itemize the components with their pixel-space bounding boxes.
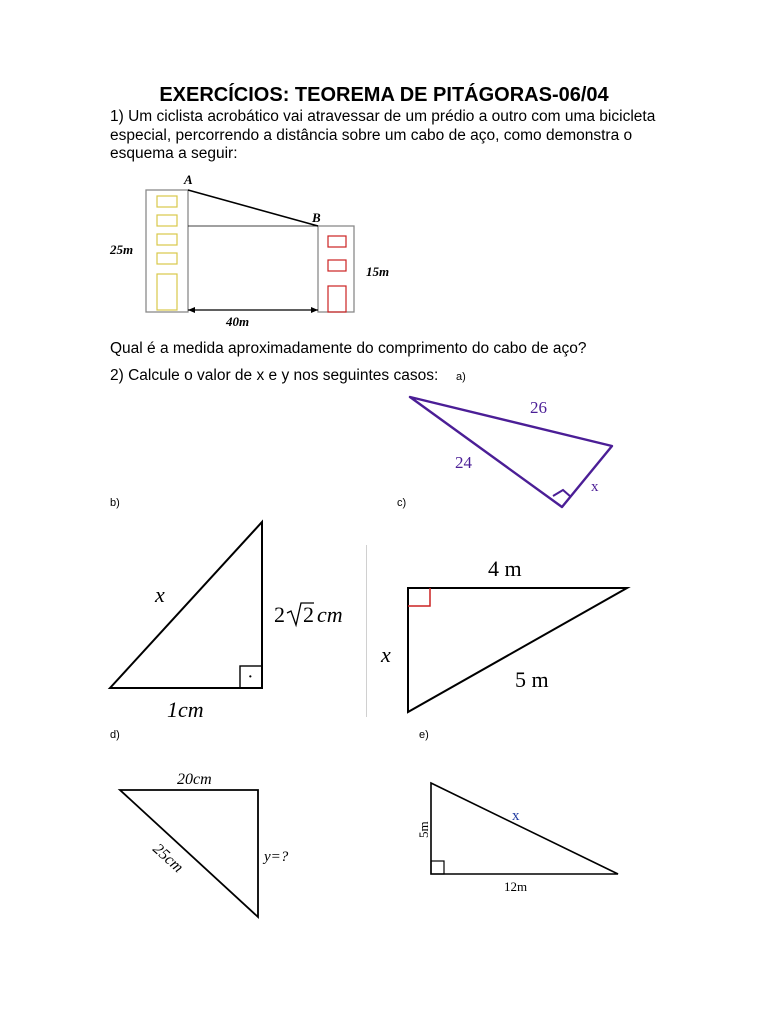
triangle-d-y: y=? [264, 849, 289, 865]
triangle-a [400, 390, 620, 515]
triangle-b-coef: 2 [274, 602, 285, 627]
label-d: d) [110, 729, 120, 741]
triangle-a-hyp: 26 [530, 398, 547, 417]
left-building [146, 190, 188, 312]
label-b: b) [110, 497, 120, 509]
page-title: EXERCÍCIOS: TEOREMA DE PITÁGORAS-06/04 [159, 84, 609, 106]
triangle-a-leg: 24 [455, 453, 472, 472]
steel-cable [188, 190, 318, 226]
triangle-c-hyp: 5 m [515, 667, 549, 692]
triangle-c-top: 4 m [488, 556, 522, 581]
height-left-label: 25m [110, 242, 134, 257]
right-building [318, 226, 354, 312]
divider [366, 545, 367, 717]
triangle-a-x: x [591, 479, 599, 495]
exercise-1-question: Qual é a medida aproximadamente do comprimento do cabo de aço? [110, 340, 587, 357]
triangle-c [375, 550, 640, 720]
triangle-b-radicand: 2 [303, 602, 314, 627]
triangle-e-leg: 5m [416, 821, 431, 838]
triangle-e-hyp: x [512, 808, 520, 824]
distance-label: 40m [226, 314, 250, 329]
right-angle-dot: · [248, 670, 253, 685]
triangle-c-x: x [381, 642, 391, 667]
label-c: c) [397, 497, 407, 509]
height-right-label: 15m [366, 264, 390, 279]
point-a-label: A [184, 172, 193, 187]
label-a: a) [456, 371, 466, 383]
triangle-b-hyp: x [155, 582, 165, 607]
triangle-b-unit: cm [317, 602, 343, 627]
label-e: e) [419, 729, 429, 741]
triangle-b [100, 515, 365, 725]
point-b-label: B [312, 210, 321, 225]
triangle-d [110, 765, 320, 925]
triangle-b-base: 1cm [167, 697, 204, 722]
triangle-d-hyp: 25cm [149, 840, 187, 877]
triangle-d-top: 20cm [177, 771, 212, 788]
exercise-1-text: 1) Um ciclista acrobático vai atravessar de um prédio a outro com uma bicicleta especial, percorrendo a distância sobre um cabo de aço, como demonstra o esquema a seguir: [110, 108, 656, 162]
triangle-e-base: 12m [504, 879, 528, 894]
triangle-e [410, 775, 635, 900]
exercise-2-text: 2) Calcule o valor de x e y nos seguintes casos: [110, 367, 439, 384]
exercise-1-diagram [100, 170, 410, 330]
